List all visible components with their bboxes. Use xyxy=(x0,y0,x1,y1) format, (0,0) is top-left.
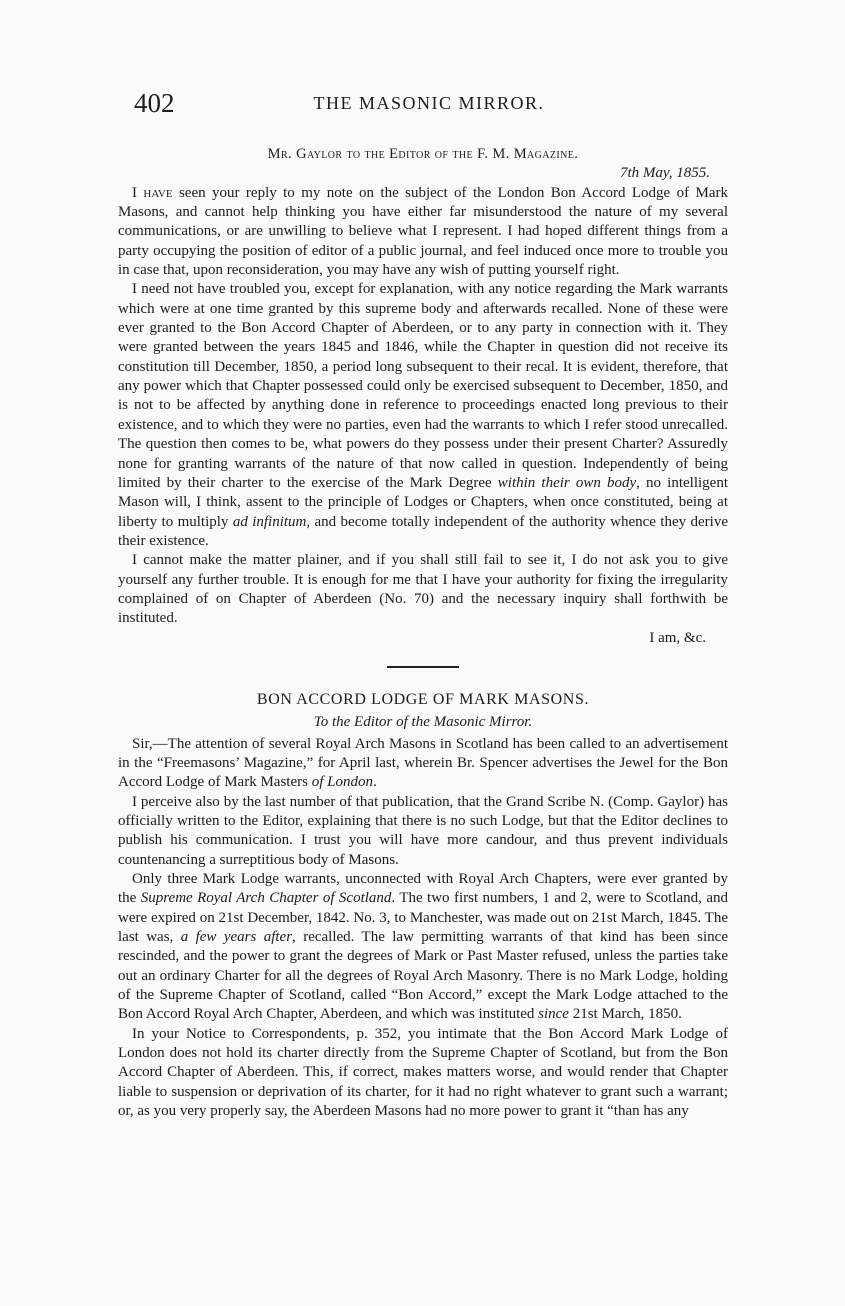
article-title: BON ACCORD LODGE OF MARK MASONS. xyxy=(256,690,590,708)
text-run: , and become totally independent of the authority whence they derive their existence. xyxy=(118,513,728,549)
page-header xyxy=(134,88,724,122)
article-paragraph xyxy=(118,870,728,1025)
text-run: In your Notice to Correspondents, p. 352, you intimate that the Bon Accord Mark Lodge of London does not hold its charter directly from the Supreme Chapter of Scotland, but from the Bon Accord Chapter of Aberdeen. This, if correct, makes matters worse, and would render that Chapter liable to suspension or deprivation of its charter, for it had no right whatever to grant such a warrant; or, as you very properly say, the Aberdeen Masons had no more power to grant it “than has any xyxy=(118,1025,728,1120)
text-run: a few years after xyxy=(180,929,293,946)
text-run: seen your reply to my note on the subject of the London Bon Accord Lodge of Mark Masons, and cannot help thinking you have either far misunderstood the nature of my several communications, or are unwilling to believe what I represent. I had hoped different things from a party occupying the position of editor of a public journal, and feel induced once more to trouble you in case that, upon reconsideration, you may have any wish of putting yourself right. xyxy=(118,184,728,279)
section-divider xyxy=(387,666,459,668)
letter-signoff: I am, &c. xyxy=(649,629,706,646)
text-run: 21st March, 1850. xyxy=(568,1006,682,1023)
text-run: . xyxy=(372,774,377,791)
letter-paragraph xyxy=(118,280,728,551)
page-number: 402 xyxy=(134,88,175,118)
text-run: within their own body xyxy=(497,474,637,491)
text-run: Sir,—The attention of several Royal Arch Masons in Scotland has been called to an advertisement in the “Freemasons’ Magazine,” for April last, wherein Br. Spencer advertises the Jewel for the Bon Accord Lodge of Mark Masters xyxy=(118,735,728,791)
text-run: Only three Mark Lodge warrants, unconnected with Royal Arch Chapters, were ever granted by the xyxy=(118,871,728,907)
text-run: I perceive also by the last number of that publication, that the Grand Scribe N. (Comp. Gaylor) has officially written to the Editor, explaining that there is no such Lodge, but that the Editor declines to publish his communication. I trust you will have more candour, and thus prevent individuals countenancing a surreptitious body of Masons. xyxy=(118,793,728,868)
text-run: I xyxy=(132,184,144,201)
letter-date xyxy=(118,164,728,183)
letter-date-text: 7th May, 1855. xyxy=(620,165,710,182)
text-run: since xyxy=(538,1006,569,1023)
text-run: of London xyxy=(311,774,373,791)
text-run: have xyxy=(143,184,173,201)
article-subtitle: To the Editor of the Masonic Mirror. xyxy=(313,714,533,731)
running-head: THE MASONIC MIRROR. xyxy=(313,93,545,113)
text-run: I need not have troubled you, except for explanation, with any notice regarding the Mark warrants which were at one time granted by this supreme body and afterwards recalled. None of these were ever granted to the Bon Accord Chapter of Aberdeen, or to any party in connection with it. They were granted between the years 1845 and 1846, while the Chapter in question did not receive its constitution till December, 1850, a period long subsequent to their recal. It is evident, therefore, that any power which that Chapter possessed could only be exercised subsequent to December, 1850, and is not to be affected by anything done in reference to proceedings enacted long previous to their existence, and to which they were no parties, even had the warrants to which I refer stood unrecalled. The question then comes to be, what powers do they possess under their present Charter? Assuredly none for granting warrants of the nature of that now called in question. Independently of being limited by their charter to the exercise of the Mark Degree xyxy=(118,281,728,491)
page-body xyxy=(118,145,728,1122)
letter-heading: Mr. Gaylor to the Editor of the F. M. Magazine. xyxy=(267,146,579,162)
article-paragraph xyxy=(118,793,728,870)
letter-paragraph xyxy=(118,551,728,628)
article-paragraph xyxy=(118,735,728,793)
text-run: I cannot make the matter plainer, and if you shall still fail to see it, I do not ask you to give yourself any further trouble. It is enough for me that I have your authority for fixing the irregularity complained of on Chapter of Aberdeen (No. 70) and the necessary inquiry shall forthwith be instituted. xyxy=(118,552,728,627)
article-paragraph xyxy=(118,1025,728,1122)
text-run: . The two first numbers, 1 and 2, were to Scotland, and were expired on 21st December, 1842. No. 3, to Manchester, was made out on 21st March, 1845. The last was, xyxy=(118,890,729,946)
text-run: ad infinitum xyxy=(232,513,307,530)
text-run: , no intelligent Mason will, I think, assent to the principle of Lodges or Chapters, when once constituted, being at liberty to multiply xyxy=(118,474,728,530)
text-run: , recalled. The law permitting warrants of that kind has been since rescinded, and the power to grant the degrees of Mark or Past Master refused, unless the parties take out an ordinary Charter for all the degrees of Royal Arch Masonry. There is no Mark Lodge, holding of the Supreme Chapter of Scotland, called “Bon Accord,” except the Mark Lodge attached to the Bon Accord Royal Arch Chapter, Aberdeen, and which was instituted xyxy=(118,929,728,1023)
text-run: Supreme Royal Arch Chapter of Scotland xyxy=(140,890,392,907)
letter-paragraph xyxy=(118,184,728,281)
